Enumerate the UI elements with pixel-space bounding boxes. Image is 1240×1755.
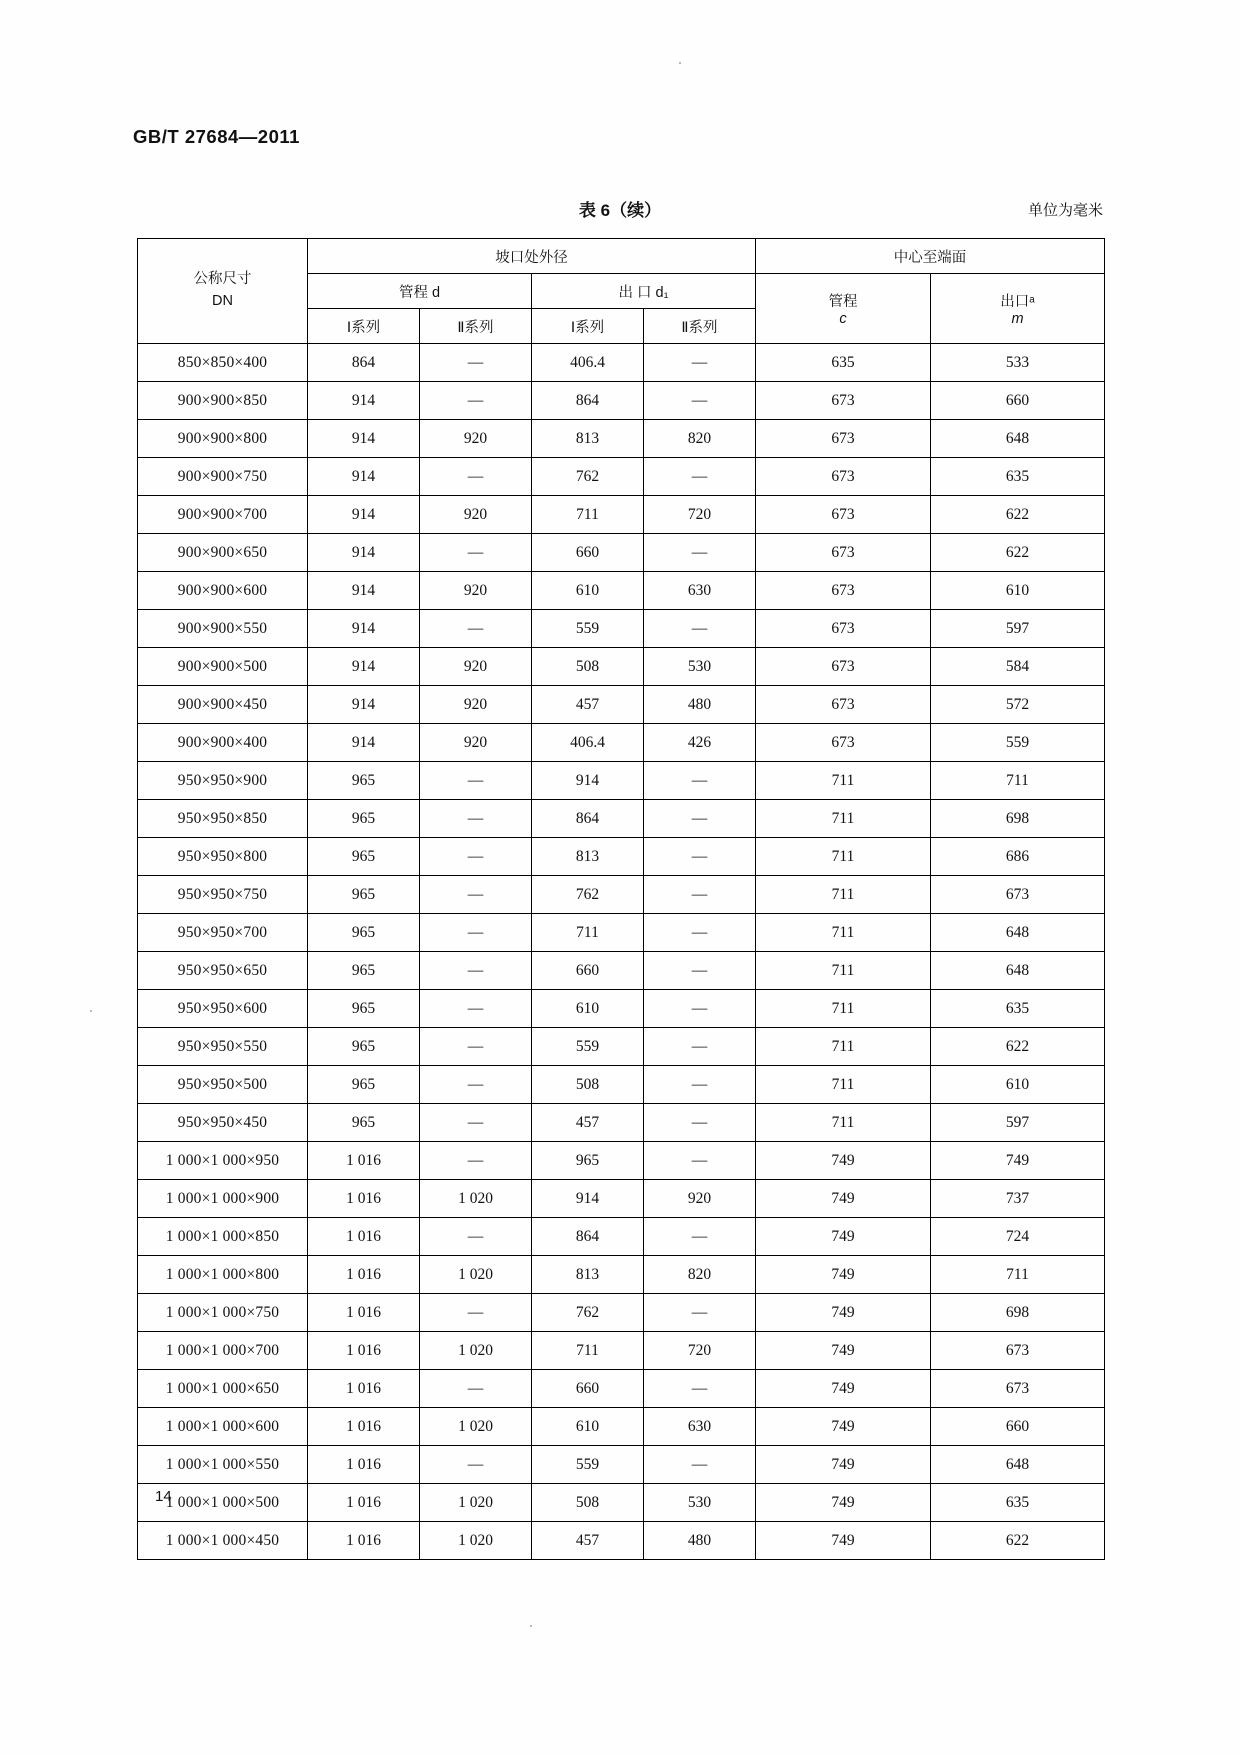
cell-outlet-m: 660 (931, 382, 1105, 420)
cell-run-series-1: 1 016 (308, 1484, 420, 1522)
cell-run-c: 673 (756, 534, 931, 572)
table-row (138, 762, 1105, 800)
cell-outlet-series-1: 762 (532, 1294, 644, 1332)
header-dn-line2: DN (212, 293, 233, 309)
cell-run-c: 711 (756, 762, 931, 800)
cell-run-series-1: 914 (308, 724, 420, 762)
cell-run-c: 711 (756, 914, 931, 952)
cell-run-c: 635 (756, 344, 931, 382)
cell-run-series-2: 920 (420, 724, 532, 762)
cell-run-series-1: 965 (308, 762, 420, 800)
cell-outlet-m: 635 (931, 990, 1105, 1028)
cell-dn: 950×950×550 (138, 1028, 308, 1066)
cell-outlet-m: 711 (931, 762, 1105, 800)
cell-outlet-series-1: 457 (532, 1522, 644, 1560)
cell-run-series-1: 965 (308, 990, 420, 1028)
cell-outlet-series-1: 864 (532, 800, 644, 838)
cell-outlet-series-2: 920 (644, 1180, 756, 1218)
cell-run-c: 711 (756, 990, 931, 1028)
cell-dn: 1 000×1 000×500 (138, 1484, 308, 1522)
cell-outlet-series-2: 720 (644, 496, 756, 534)
table-row (138, 990, 1105, 1028)
table-row (138, 458, 1105, 496)
cell-dn: 1 000×1 000×650 (138, 1370, 308, 1408)
cell-outlet-series-2: — (644, 952, 756, 990)
header-outlet-d1-label: 出 口 d₁ (618, 284, 669, 301)
cell-run-series-1: 965 (308, 838, 420, 876)
cell-run-series-1: 914 (308, 686, 420, 724)
table-row (138, 1446, 1105, 1484)
header-run-c-line1: 管程 (828, 294, 858, 310)
cell-run-series-2: 920 (420, 686, 532, 724)
cell-run-c: 711 (756, 838, 931, 876)
cell-outlet-series-1: 559 (532, 1028, 644, 1066)
cell-dn: 900×900×850 (138, 382, 308, 420)
cell-run-series-1: 965 (308, 876, 420, 914)
cell-outlet-series-1: 864 (532, 382, 644, 420)
cell-run-series-2: — (420, 838, 532, 876)
cell-dn: 1 000×1 000×750 (138, 1294, 308, 1332)
cell-run-series-2: 1 020 (420, 1332, 532, 1370)
cell-outlet-m: 686 (931, 838, 1105, 876)
cell-dn: 1 000×1 000×450 (138, 1522, 308, 1560)
header-run-d-label: 管程 d (398, 284, 441, 301)
cell-outlet-series-2: 530 (644, 648, 756, 686)
cell-run-series-2: — (420, 876, 532, 914)
cell-run-series-2: — (420, 1066, 532, 1104)
table-body (138, 344, 1105, 1560)
header-run-d (308, 274, 532, 309)
cell-run-c: 673 (756, 686, 931, 724)
cell-outlet-series-2: — (644, 1104, 756, 1142)
table-container (137, 238, 1104, 1560)
cell-outlet-series-1: 762 (532, 458, 644, 496)
cell-outlet-series-2: — (644, 1446, 756, 1484)
cell-run-series-1: 914 (308, 648, 420, 686)
cell-run-series-2: 920 (420, 648, 532, 686)
cell-outlet-series-1: 508 (532, 1484, 644, 1522)
cell-run-series-1: 1 016 (308, 1408, 420, 1446)
table-row (138, 914, 1105, 952)
cell-outlet-series-1: 660 (532, 952, 644, 990)
table-row (138, 1104, 1105, 1142)
cell-run-series-2: — (420, 1294, 532, 1332)
cell-run-c: 749 (756, 1332, 931, 1370)
cell-dn: 950×950×800 (138, 838, 308, 876)
cell-run-c: 711 (756, 800, 931, 838)
table-row (138, 838, 1105, 876)
cell-dn: 950×950×600 (138, 990, 308, 1028)
cell-outlet-series-2: — (644, 610, 756, 648)
cell-outlet-m: 635 (931, 1484, 1105, 1522)
cell-run-series-2: 1 020 (420, 1408, 532, 1446)
cell-run-series-2: 1 020 (420, 1522, 532, 1560)
table-row (138, 952, 1105, 990)
cell-dn: 1 000×1 000×800 (138, 1256, 308, 1294)
cell-run-c: 749 (756, 1294, 931, 1332)
cell-outlet-series-1: 711 (532, 914, 644, 952)
cell-outlet-series-2: — (644, 344, 756, 382)
table-row (138, 686, 1105, 724)
cell-outlet-series-2: — (644, 838, 756, 876)
cell-run-series-1: 1 016 (308, 1256, 420, 1294)
cell-outlet-m: 622 (931, 1028, 1105, 1066)
scan-speck (679, 62, 681, 64)
cell-dn: 950×950×500 (138, 1066, 308, 1104)
cell-outlet-series-2: — (644, 1294, 756, 1332)
cell-run-series-1: 965 (308, 952, 420, 990)
cell-run-series-1: 914 (308, 458, 420, 496)
cell-dn: 850×850×400 (138, 344, 308, 382)
header-outlet-m-line1: 出口ᵃ (1000, 294, 1035, 310)
cell-outlet-series-2: — (644, 1370, 756, 1408)
cell-run-series-2: — (420, 762, 532, 800)
cell-outlet-series-1: 508 (532, 648, 644, 686)
cell-outlet-series-2: 530 (644, 1484, 756, 1522)
header-outlet-m (931, 274, 1105, 344)
cell-outlet-series-2: — (644, 762, 756, 800)
cell-run-series-2: — (420, 1028, 532, 1066)
header-run-series-2: Ⅱ系列 (420, 309, 532, 344)
cell-run-series-1: 1 016 (308, 1446, 420, 1484)
cell-outlet-series-1: 610 (532, 572, 644, 610)
cell-outlet-m: 698 (931, 1294, 1105, 1332)
cell-outlet-series-1: 559 (532, 1446, 644, 1484)
cell-run-series-2: 920 (420, 420, 532, 458)
header-outlet-series-2: Ⅱ系列 (644, 309, 756, 344)
cell-outlet-m: 698 (931, 800, 1105, 838)
cell-outlet-m: 597 (931, 610, 1105, 648)
cell-dn: 900×900×450 (138, 686, 308, 724)
cell-run-series-1: 1 016 (308, 1180, 420, 1218)
cell-outlet-m: 610 (931, 1066, 1105, 1104)
cell-run-c: 673 (756, 724, 931, 762)
table-row (138, 876, 1105, 914)
cell-dn: 950×950×650 (138, 952, 308, 990)
cell-outlet-m: 711 (931, 1256, 1105, 1294)
cell-outlet-m: 584 (931, 648, 1105, 686)
cell-outlet-series-2: 480 (644, 1522, 756, 1560)
cell-run-series-2: — (420, 1446, 532, 1484)
cell-run-series-2: — (420, 1142, 532, 1180)
table-row (138, 344, 1105, 382)
cell-run-series-1: 1 016 (308, 1294, 420, 1332)
cell-outlet-series-1: 711 (532, 496, 644, 534)
cell-outlet-series-1: 965 (532, 1142, 644, 1180)
table-row (138, 1522, 1105, 1560)
cell-run-series-2: — (420, 990, 532, 1028)
cell-run-series-2: — (420, 382, 532, 420)
cell-outlet-series-2: 720 (644, 1332, 756, 1370)
cell-run-c: 749 (756, 1446, 931, 1484)
table-row (138, 1370, 1105, 1408)
cell-outlet-series-2: — (644, 1066, 756, 1104)
dimensions-table (137, 238, 1105, 1560)
page-number: 14 (155, 1488, 172, 1505)
cell-run-series-2: — (420, 1370, 532, 1408)
cell-run-series-2: 1 020 (420, 1484, 532, 1522)
header-outlet-m-line2: m (1011, 311, 1024, 327)
cell-dn: 950×950×450 (138, 1104, 308, 1142)
cell-outlet-series-2: — (644, 1142, 756, 1180)
cell-outlet-series-1: 660 (532, 534, 644, 572)
cell-outlet-series-1: 457 (532, 1104, 644, 1142)
cell-outlet-series-1: 813 (532, 838, 644, 876)
cell-run-c: 711 (756, 876, 931, 914)
cell-outlet-m: 660 (931, 1408, 1105, 1446)
cell-run-series-1: 965 (308, 800, 420, 838)
cell-outlet-m: 622 (931, 496, 1105, 534)
cell-run-series-2: — (420, 800, 532, 838)
cell-dn: 900×900×500 (138, 648, 308, 686)
cell-run-series-1: 914 (308, 496, 420, 534)
cell-run-series-2: — (420, 344, 532, 382)
cell-outlet-m: 749 (931, 1142, 1105, 1180)
header-dn (138, 239, 308, 344)
header-run-c (756, 274, 931, 344)
table-row (138, 1332, 1105, 1370)
cell-run-series-1: 1 016 (308, 1332, 420, 1370)
table-row (138, 382, 1105, 420)
table-row (138, 724, 1105, 762)
cell-run-series-1: 914 (308, 534, 420, 572)
cell-dn: 900×900×800 (138, 420, 308, 458)
cell-run-series-1: 1 016 (308, 1142, 420, 1180)
cell-outlet-series-1: 559 (532, 610, 644, 648)
cell-outlet-series-1: 457 (532, 686, 644, 724)
table-row (138, 648, 1105, 686)
cell-outlet-series-2: — (644, 876, 756, 914)
cell-run-series-1: 965 (308, 1028, 420, 1066)
cell-dn: 1 000×1 000×950 (138, 1142, 308, 1180)
cell-dn: 950×950×900 (138, 762, 308, 800)
cell-outlet-series-2: — (644, 458, 756, 496)
cell-outlet-m: 610 (931, 572, 1105, 610)
cell-dn: 900×900×650 (138, 534, 308, 572)
cell-dn: 900×900×700 (138, 496, 308, 534)
cell-outlet-m: 724 (931, 1218, 1105, 1256)
cell-run-c: 711 (756, 952, 931, 990)
cell-outlet-series-2: — (644, 382, 756, 420)
scan-speck (90, 1010, 92, 1012)
cell-run-series-2: — (420, 610, 532, 648)
cell-outlet-m: 622 (931, 1522, 1105, 1560)
cell-run-series-1: 1 016 (308, 1370, 420, 1408)
table-row (138, 1484, 1105, 1522)
cell-outlet-series-1: 914 (532, 762, 644, 800)
table-caption: 表 6（续） (578, 201, 662, 220)
cell-outlet-series-2: — (644, 914, 756, 952)
cell-run-series-1: 914 (308, 382, 420, 420)
cell-run-series-1: 965 (308, 1066, 420, 1104)
cell-outlet-m: 572 (931, 686, 1105, 724)
header-outlet-d1 (532, 274, 756, 309)
cell-run-c: 749 (756, 1180, 931, 1218)
cell-dn: 1 000×1 000×900 (138, 1180, 308, 1218)
table-row (138, 1294, 1105, 1332)
cell-outlet-series-2: — (644, 534, 756, 572)
cell-outlet-m: 597 (931, 1104, 1105, 1142)
cell-run-c: 673 (756, 420, 931, 458)
cell-run-c: 749 (756, 1522, 931, 1560)
table-row (138, 1028, 1105, 1066)
table-row (138, 610, 1105, 648)
cell-outlet-m: 648 (931, 952, 1105, 990)
cell-run-c: 673 (756, 496, 931, 534)
cell-run-c: 673 (756, 648, 931, 686)
cell-run-c: 711 (756, 1104, 931, 1142)
cell-run-series-1: 864 (308, 344, 420, 382)
cell-dn: 950×950×750 (138, 876, 308, 914)
cell-dn: 900×900×600 (138, 572, 308, 610)
cell-outlet-series-1: 813 (532, 1256, 644, 1294)
cell-run-series-2: 920 (420, 572, 532, 610)
cell-outlet-m: 673 (931, 876, 1105, 914)
header-group-bevel-od: 坡口处外径 (308, 239, 756, 274)
cell-dn: 950×950×700 (138, 914, 308, 952)
cell-outlet-m: 673 (931, 1332, 1105, 1370)
standard-code-header: GB/T 27684—2011 (133, 126, 300, 147)
table-row (138, 1066, 1105, 1104)
table-row (138, 534, 1105, 572)
cell-run-series-2: — (420, 1104, 532, 1142)
cell-run-c: 673 (756, 610, 931, 648)
cell-outlet-series-1: 660 (532, 1370, 644, 1408)
cell-outlet-series-2: 820 (644, 1256, 756, 1294)
cell-run-series-2: — (420, 534, 532, 572)
cell-run-series-1: 1 016 (308, 1522, 420, 1560)
cell-run-c: 749 (756, 1484, 931, 1522)
cell-run-c: 673 (756, 382, 931, 420)
header-outlet-series-1: Ⅰ系列 (532, 309, 644, 344)
cell-run-series-2: 1 020 (420, 1180, 532, 1218)
cell-outlet-m: 622 (931, 534, 1105, 572)
header-group-center-to-end: 中心至端面 (756, 239, 1105, 274)
cell-outlet-series-2: 630 (644, 1408, 756, 1446)
cell-run-series-1: 914 (308, 572, 420, 610)
cell-outlet-m: 648 (931, 914, 1105, 952)
scan-speck (530, 1625, 532, 1627)
cell-outlet-series-1: 711 (532, 1332, 644, 1370)
cell-run-series-2: — (420, 1218, 532, 1256)
cell-run-series-2: 920 (420, 496, 532, 534)
cell-outlet-series-2: — (644, 1218, 756, 1256)
cell-outlet-series-1: 406.4 (532, 724, 644, 762)
cell-outlet-series-1: 406.4 (532, 344, 644, 382)
table-row (138, 1218, 1105, 1256)
cell-dn: 900×900×400 (138, 724, 308, 762)
cell-dn: 1 000×1 000×700 (138, 1332, 308, 1370)
table-row (138, 496, 1105, 534)
header-dn-line1: 公称尺寸 (193, 271, 252, 288)
cell-run-c: 711 (756, 1028, 931, 1066)
cell-outlet-series-1: 610 (532, 1408, 644, 1446)
cell-outlet-series-1: 610 (532, 990, 644, 1028)
table-row (138, 1180, 1105, 1218)
table-header-row-1 (138, 239, 1105, 274)
table-row (138, 420, 1105, 458)
cell-outlet-series-1: 508 (532, 1066, 644, 1104)
cell-outlet-m: 635 (931, 458, 1105, 496)
cell-run-c: 749 (756, 1218, 931, 1256)
cell-outlet-series-1: 864 (532, 1218, 644, 1256)
cell-dn: 1 000×1 000×600 (138, 1408, 308, 1446)
table-row (138, 1142, 1105, 1180)
cell-outlet-series-2: — (644, 1028, 756, 1066)
cell-dn: 1 000×1 000×850 (138, 1218, 308, 1256)
cell-outlet-m: 673 (931, 1370, 1105, 1408)
cell-run-series-2: 1 020 (420, 1256, 532, 1294)
cell-outlet-series-2: 630 (644, 572, 756, 610)
cell-outlet-m: 533 (931, 344, 1105, 382)
cell-outlet-series-1: 914 (532, 1180, 644, 1218)
cell-outlet-m: 648 (931, 1446, 1105, 1484)
cell-outlet-series-2: — (644, 990, 756, 1028)
cell-run-series-1: 965 (308, 1104, 420, 1142)
cell-run-c: 749 (756, 1256, 931, 1294)
cell-outlet-m: 559 (931, 724, 1105, 762)
table-row (138, 572, 1105, 610)
cell-outlet-series-2: 480 (644, 686, 756, 724)
cell-run-series-1: 1 016 (308, 1218, 420, 1256)
cell-outlet-series-2: 820 (644, 420, 756, 458)
cell-run-series-2: — (420, 914, 532, 952)
table-row (138, 800, 1105, 838)
cell-run-series-2: — (420, 458, 532, 496)
table-row (138, 1256, 1105, 1294)
cell-run-c: 749 (756, 1408, 931, 1446)
cell-outlet-m: 648 (931, 420, 1105, 458)
cell-outlet-series-2: 426 (644, 724, 756, 762)
cell-run-c: 749 (756, 1142, 931, 1180)
cell-run-c: 749 (756, 1370, 931, 1408)
cell-dn: 950×950×850 (138, 800, 308, 838)
table-row (138, 1408, 1105, 1446)
cell-run-series-1: 914 (308, 420, 420, 458)
cell-dn: 1 000×1 000×550 (138, 1446, 308, 1484)
header-run-series-1: Ⅰ系列 (308, 309, 420, 344)
cell-run-series-2: — (420, 952, 532, 990)
cell-outlet-m: 737 (931, 1180, 1105, 1218)
unit-note: 单位为毫米 (1027, 202, 1103, 219)
cell-dn: 900×900×750 (138, 458, 308, 496)
cell-outlet-series-2: — (644, 800, 756, 838)
cell-run-c: 673 (756, 572, 931, 610)
cell-run-c: 673 (756, 458, 931, 496)
cell-run-series-1: 965 (308, 914, 420, 952)
cell-outlet-series-1: 762 (532, 876, 644, 914)
cell-dn: 900×900×550 (138, 610, 308, 648)
header-run-c-line2: c (839, 311, 847, 327)
cell-outlet-series-1: 813 (532, 420, 644, 458)
cell-run-c: 711 (756, 1066, 931, 1104)
cell-run-series-1: 914 (308, 610, 420, 648)
